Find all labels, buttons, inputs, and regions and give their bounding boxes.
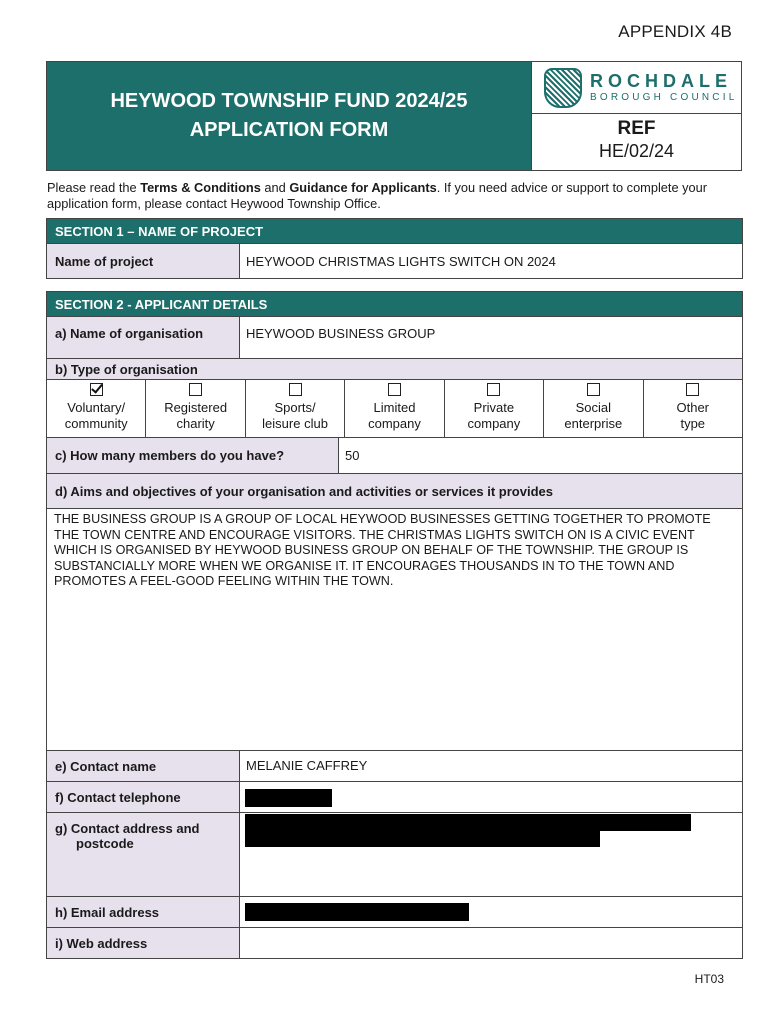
logo-sub-text: BOROUGH COUNCIL	[590, 91, 738, 103]
ref-label: REF	[617, 118, 656, 139]
section1-heading: SECTION 1 – NAME OF PROJECT	[46, 218, 743, 244]
org-type-label-line1: Voluntary/	[67, 400, 126, 415]
checkbox-sports[interactable]	[289, 383, 302, 396]
guidance-link-text: Guidance for Applicants	[289, 180, 437, 195]
form-title-line1: HEYWOOD TOWNSHIP FUND 2024/25	[110, 90, 468, 112]
org-type-label-line2: community	[64, 416, 128, 431]
council-crest-icon	[544, 68, 582, 108]
org-type-label-line1: Limited	[373, 400, 416, 415]
ref-value: HE/02/24	[598, 141, 675, 161]
appendix-label: APPENDIX 4B	[618, 22, 732, 41]
checkbox-private[interactable]	[487, 383, 500, 396]
address-label-line2: postcode	[76, 836, 134, 851]
contact-name-label: e) Contact name	[47, 751, 240, 781]
org-name-label: a) Name of organisation	[47, 317, 240, 358]
telephone-label: f) Contact telephone	[47, 782, 240, 812]
org-type-private[interactable]	[445, 379, 544, 437]
org-type-row	[46, 359, 743, 380]
org-type-other[interactable]	[644, 379, 742, 437]
members-field[interactable]: 50	[345, 448, 360, 463]
org-type-label-line2: charity	[176, 416, 215, 431]
address-row	[46, 813, 743, 897]
redacted-address-line1	[245, 814, 691, 831]
section2-heading: SECTION 2 - APPLICANT DETAILS	[46, 291, 743, 317]
redacted-telephone	[245, 789, 332, 807]
reference-box	[532, 114, 741, 170]
checkbox-other[interactable]	[686, 383, 699, 396]
members-row	[46, 438, 743, 474]
address-field[interactable]	[240, 813, 742, 896]
org-name-field[interactable]: HEYWOOD BUSINESS GROUP	[246, 326, 436, 341]
org-type-label-line2: enterprise	[564, 416, 623, 431]
org-type-sports[interactable]	[246, 379, 345, 437]
org-name-row	[46, 317, 743, 359]
web-label: i) Web address	[47, 928, 240, 958]
org-type-options	[46, 379, 743, 438]
form-header	[46, 61, 742, 171]
logo-main-text: ROCHDALE	[590, 70, 732, 91]
address-label-line1: g) Contact address and	[55, 821, 200, 836]
org-type-label-line1: Registered	[164, 400, 228, 415]
council-logo	[532, 62, 741, 114]
checkbox-charity[interactable]	[189, 383, 202, 396]
org-type-label: b) Type of organisation	[47, 359, 742, 379]
email-label: h) Email address	[47, 897, 240, 927]
org-type-label-line2: company	[467, 416, 521, 431]
members-label: c) How many members do you have?	[47, 438, 339, 473]
redacted-email	[245, 903, 469, 921]
web-row	[46, 928, 743, 959]
telephone-row	[46, 782, 743, 813]
org-type-limited[interactable]	[345, 379, 444, 437]
org-type-label-line2: type	[680, 416, 706, 431]
header-right-panel	[531, 62, 741, 170]
contact-name-field[interactable]: MELANIE CAFFREY	[246, 758, 368, 773]
redacted-address-line2	[245, 831, 600, 847]
address-label	[47, 813, 240, 896]
org-type-label-line1: Sports/	[274, 400, 316, 415]
intro-text	[47, 180, 727, 212]
org-type-label-line1: Social	[575, 400, 612, 415]
org-type-social[interactable]	[544, 379, 643, 437]
org-type-label-line1: Other	[676, 400, 709, 415]
email-row	[46, 897, 743, 928]
org-type-label-line2: leisure club	[262, 416, 328, 431]
checkbox-voluntary[interactable]	[90, 383, 103, 396]
form-title-line2: APPLICATION FORM	[189, 119, 389, 141]
intro-part1: Please read the	[47, 180, 141, 195]
contact-name-row	[46, 751, 743, 782]
project-name-label: Name of project	[47, 244, 240, 278]
aims-field[interactable]: THE BUSINESS GROUP IS A GROUP OF LOCAL HEYWOOD BUSINESSES GETTING TOGETHER TO PROMOTE THE TOWN CENTRE AND ENCOURAGE VISITORS. THE CHRISTMAS LIGHTS SWITCH ON IS A CIVIC EVENT WHICH IS ORGANISED BY HEYWOOD BUSINESS GROUP ON BEHALF OF THE TOWNSHIP. THE GROUP IS SUBSTANCIALLY MORE WHEN WE ORGANISE IT. IT ENCOURAGES THOUSANDS IN TO THE TOWN AND PROMOTES A FEEL-GOOD FEELING WITHIN THE TOWN.	[46, 508, 743, 751]
footer-code: HT03	[694, 972, 724, 986]
form-title	[47, 62, 531, 170]
aims-label-row	[46, 474, 743, 509]
org-type-label-line2: company	[368, 416, 421, 431]
terms-link-text: Terms & Conditions	[140, 180, 261, 195]
checkbox-limited[interactable]	[388, 383, 401, 396]
aims-label: d) Aims and objectives of your organisation and activities or services it provides	[47, 474, 742, 508]
org-type-label-line1: Private	[473, 400, 515, 415]
web-field[interactable]	[240, 928, 742, 958]
intro-part2: and	[260, 180, 290, 195]
project-name-row	[46, 244, 743, 279]
checkbox-social[interactable]	[587, 383, 600, 396]
intro-part3: . If you need advice or support to complete your application form, please contact Heywood Township Office.	[47, 180, 708, 211]
telephone-field[interactable]	[240, 782, 742, 812]
email-field[interactable]	[240, 897, 742, 927]
project-name-field[interactable]: HEYWOOD CHRISTMAS LIGHTS SWITCH ON 2024	[246, 254, 556, 269]
org-type-charity[interactable]	[146, 379, 245, 437]
org-type-voluntary[interactable]	[47, 379, 146, 437]
